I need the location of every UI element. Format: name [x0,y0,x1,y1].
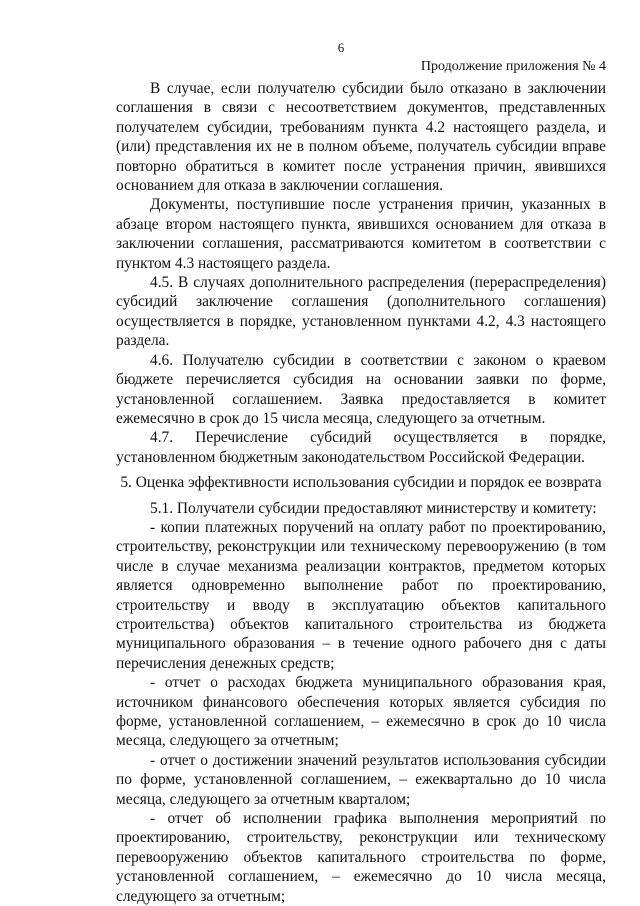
paragraph-5-1: 5.1. Получатели субсидии предоставляют министерству и комитету: [150,499,597,517]
list-item: - копии платежных поручений на оплату работ по проектированию, строительству, реконструкции или техническому перевооружению (в том числе в случае механизма реализации контрактов, предметом которых является одновременно выполнение работ по проектированию, строительству и вводу в эксплуатацию объектов капитального строительства) объектов капитального строительства из бюджета муниципального образования – в течение одного рабочего дня с даты перечисления денежных средств; [116,518,606,672]
list-item: - отчет об исполнении графика выполнения мероприятий по проектированию, строительству, реконструкции или техническому перевооружению объектов капитального строительства по форме, установленной соглашением, – ежемесячно до 10 числа месяца, следующего за отчетным; [116,810,606,905]
page-number: 6 [337,40,345,55]
paragraph-4-5: 4.5. В случаях дополнительного распределения (перераспределения) субсидий заключение соглашения (дополнительного соглашения) осуществляется в порядке, установленном пунктами 4.2, 4.3 настоящего раздела. [116,274,606,350]
list-item: - отчет о достижении значений результатов использования субсидии по форме, установленной соглашением, – ежеквартально до 10 числа месяца, следующего за отчетным кварталом; [116,751,606,808]
list-item: - отчет о расходах бюджета муниципального образования края, источником финансового обеспечения которых является субсидия по форме, установленной соглашением, – ежемесячно в срок до 10 числа месяца, следующего за отчетным; [116,674,606,750]
paragraph-resubmission: Документы, поступившие после устранения причин, указанных в абзаце втором настоящего пункта, явившихся основанием для отказа в заключении соглашения, рассматриваются комитетом в соответствии с пунктом 4.3 настоящего раздела. [116,196,606,272]
paragraph-refusal: В случае, если получателю субсидии было отказано в заключении соглашения в связи с несоответствием документов, представленных получателем субсидии, требованиям пункта 4.2 настоящего раздела, и (или) представления их не в полном объеме, получатель субсидии вправе повторно обратиться в комитет после устранения причин, явившихся основанием для отказа в заключении соглашения. [116,80,606,195]
paragraph-4-7: 4.7. Перечисление субсидий осуществляется в порядке, установленном бюджетным законодательством Российской Федерации. [116,429,606,466]
paragraph-4-6: 4.6. Получателю субсидии в соответствии с законом о краевом бюджете перечисляется субсидия на основании заявки по форме, установленной соглашением. Заявка предоставляется в комитет ежемесячно в срок до 15 числа месяца, следующего за отчетным. [116,351,606,427]
appendix-note: Продолжение приложения № 4 [420,59,606,74]
section-heading: 5. Оценка эффективности использования субсидии и порядок ее возврата [120,474,602,492]
